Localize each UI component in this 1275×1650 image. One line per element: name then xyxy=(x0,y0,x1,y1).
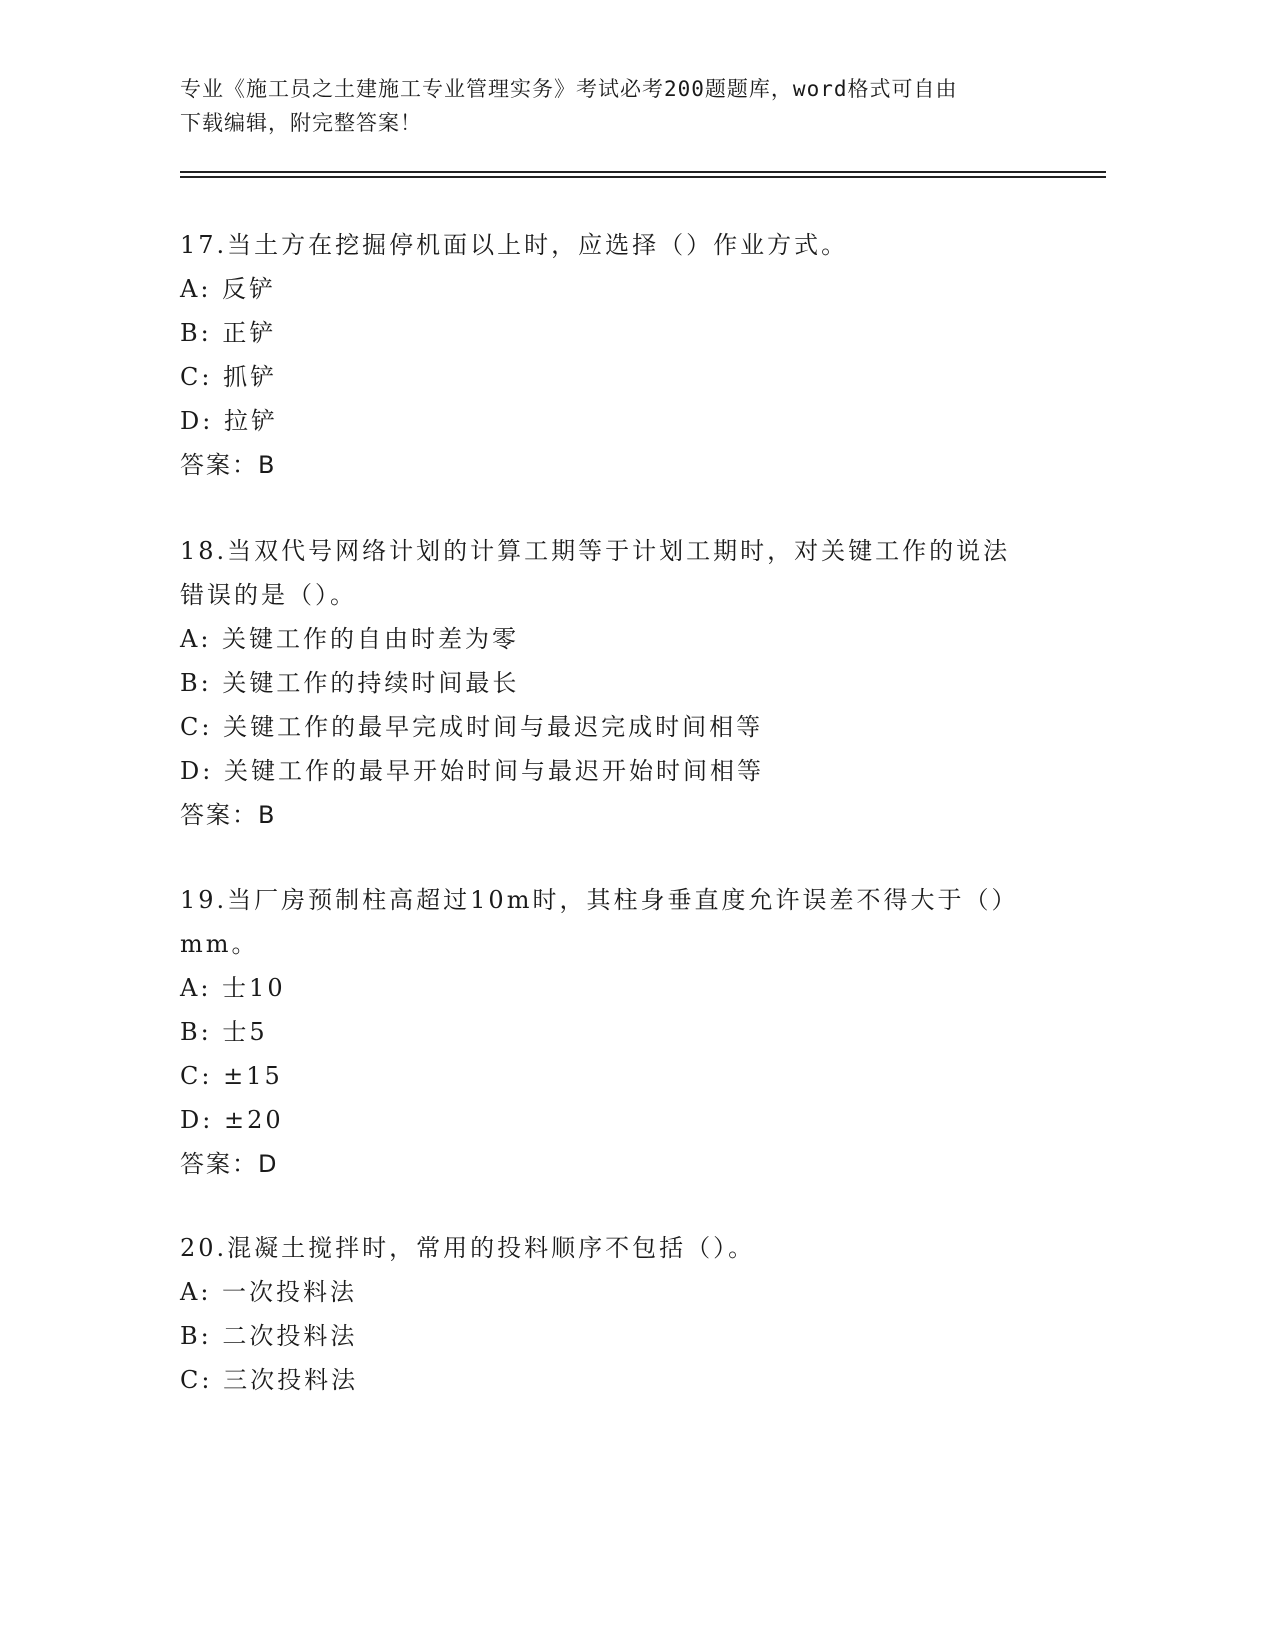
option-a: A: 一次投料法 xyxy=(180,1278,358,1306)
question-stem-continued: mm。 xyxy=(180,930,259,958)
header-divider-bottom xyxy=(180,176,1106,178)
question-18 xyxy=(180,529,1040,837)
option-b: B: 士5 xyxy=(180,1018,268,1046)
question-19 xyxy=(180,878,1040,1186)
question-20 xyxy=(180,1226,1040,1402)
document-header xyxy=(180,72,1080,140)
question-stem: 20.混凝土搅拌时，常用的投料顺序不包括（）。 xyxy=(180,1234,756,1262)
answer-line: 答案：B xyxy=(180,451,277,479)
question-stem: 17.当土方在挖掘停机面以上时，应选择（）作业方式。 xyxy=(180,231,849,259)
option-b: B: 关键工作的持续时间最长 xyxy=(180,669,520,697)
option-c: C: 抓铲 xyxy=(180,363,278,391)
option-a: A: 士10 xyxy=(180,974,286,1002)
option-c: C: 关键工作的最早完成时间与最迟完成时间相等 xyxy=(180,713,764,741)
answer-line: 答案：D xyxy=(180,1150,279,1178)
option-c: C: ±15 xyxy=(180,1062,283,1090)
question-17 xyxy=(180,223,1040,487)
question-stem-continued: 错误的是（）。 xyxy=(180,581,357,609)
option-b: B: 正铲 xyxy=(180,319,277,347)
option-b: B: 二次投料法 xyxy=(180,1322,358,1350)
option-d: D: 拉铲 xyxy=(180,407,278,435)
header-divider-top xyxy=(180,171,1106,173)
question-stem: 19.当厂房预制柱高超过10m时，其柱身垂直度允许误差不得大于（） xyxy=(180,886,1019,914)
header-line-1: 专业《施工员之土建施工专业管理实务》考试必考200题题库，word格式可自由 xyxy=(180,77,958,101)
option-a: A: 关键工作的自由时差为零 xyxy=(180,625,520,653)
option-d: D: 关键工作的最早开始时间与最迟开始时间相等 xyxy=(180,757,764,785)
option-a: A: 反铲 xyxy=(180,275,277,303)
option-d: D: ±20 xyxy=(180,1106,284,1134)
question-stem: 18.当双代号网络计划的计算工期等于计划工期时，对关键工作的说法 xyxy=(180,537,1011,565)
answer-line: 答案：B xyxy=(180,801,277,829)
option-c: C: 三次投料法 xyxy=(180,1366,359,1394)
header-line-2: 下载编辑，附完整答案！ xyxy=(180,111,422,135)
